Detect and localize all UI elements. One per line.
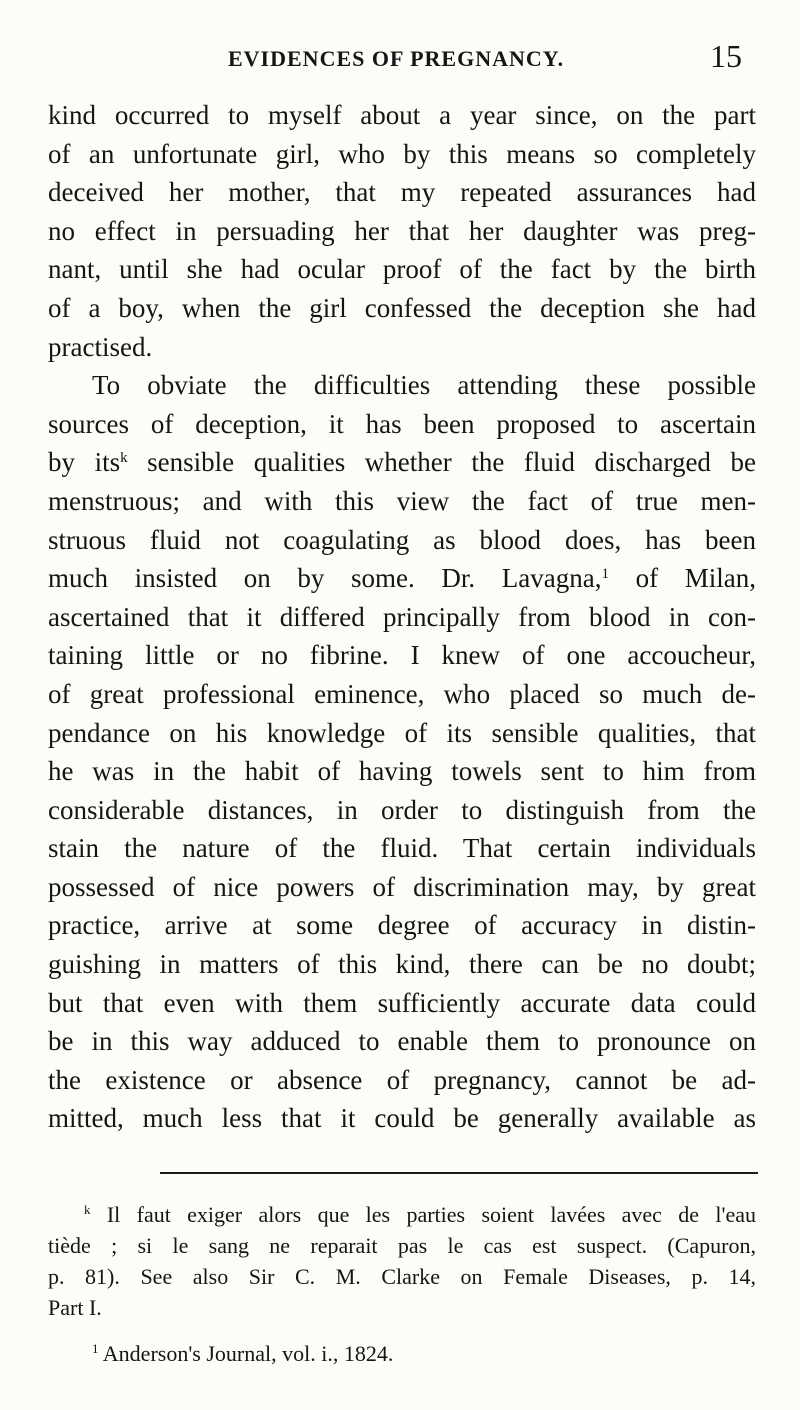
text-line: deceived her mother, that my repeated assurances had — [48, 177, 756, 208]
text-line — [48, 443, 756, 482]
text-line: pendance on his knowledge of its sensible qualities, that — [48, 717, 756, 748]
footnote-ref-k: k — [120, 450, 128, 467]
text-line: considerable distances, in order to distinguish from the — [48, 794, 756, 825]
footnote-text: Il faut exiger alors que les parties soient lavées avec de l'eau — [90, 1202, 756, 1227]
footnote-1-line — [48, 1338, 756, 1369]
text-segment: by its — [48, 447, 121, 478]
text-line: no effect in persuading her that her daughter was preg- — [48, 215, 756, 246]
text-line: sources of deception, it has been proposed to ascertain — [48, 408, 756, 439]
footnote-text: Anderson's Journal, vol. i., 1824. — [98, 1341, 394, 1366]
footnote-k-line: p. 81). See also Sir C. M. Clarke on Female Diseases, p. 14, — [48, 1264, 756, 1289]
page-header — [0, 38, 800, 78]
footnotes — [48, 1199, 756, 1369]
text-line: taining little or no fibrine. I knew of one accoucheur, — [48, 640, 756, 671]
text-line: kind occurred to myself about a year since, on the part — [48, 100, 756, 130]
running-head: EVIDENCES OF PREGNANCY. — [228, 46, 565, 71]
text-line: of great professional eminence, who placed so much de- — [48, 678, 756, 709]
text-line: possessed of nice powers of discrimination may, by great — [48, 871, 756, 902]
text-line: guishing in matters of this kind, there can be no doubt; — [48, 949, 756, 980]
text-segment: sensible qualities whether the fluid discharged be — [127, 447, 756, 478]
paragraph-first-line: To obviate the difficulties attending these possible — [92, 370, 756, 401]
text-line: stain the nature of the fluid. That certain individuals — [48, 833, 756, 864]
footnote-k-line: Part I. — [48, 1295, 102, 1320]
text-segment: much insisted on by some. Dr. Lavagna, — [48, 563, 602, 594]
text-line: nant, until she had ocular proof of the fact by the birth — [48, 254, 756, 285]
text-line: be in this way adduced to enable them to pronounce on — [48, 1026, 756, 1057]
footnote-k-line: tiède ; si le sang ne reparait pas le cas est suspect. (Capuron, — [48, 1233, 756, 1258]
footnote-k-line — [48, 1199, 756, 1230]
text-line: struous fluid not coagulating as blood does, has been — [48, 524, 756, 555]
text-line: menstruous; and with this view the fact of true men- — [48, 485, 756, 516]
text-line: practice, arrive at some degree of accuracy in distin- — [48, 910, 756, 941]
text-line: of an unfortunate girl, who by this means so completely — [48, 138, 756, 169]
text-line: ascertained that it differed principally from blood in con- — [48, 601, 756, 632]
text-line: mitted, much less that it could be generally available as — [48, 1103, 756, 1134]
footnote-mark-1: 1 — [92, 1341, 99, 1356]
page-number: 15 — [710, 38, 742, 74]
text-line: the existence or absence of pregnancy, cannot be ad- — [48, 1064, 756, 1095]
text-line: of a boy, when the girl confessed the deception she had — [48, 292, 756, 323]
text-line — [48, 559, 756, 598]
footnote-ref-1: 1 — [601, 566, 609, 583]
text-line: but that even with them sufficiently accurate data could — [48, 987, 756, 1018]
text-segment: of Milan, — [608, 563, 756, 594]
footnote-rule — [160, 1172, 758, 1174]
body-text — [48, 96, 756, 1138]
text-line: he was in the habit of having towels sent to him from — [48, 756, 756, 787]
footnote-mark-k: k — [84, 1202, 91, 1217]
text-line: practised. — [48, 331, 153, 362]
